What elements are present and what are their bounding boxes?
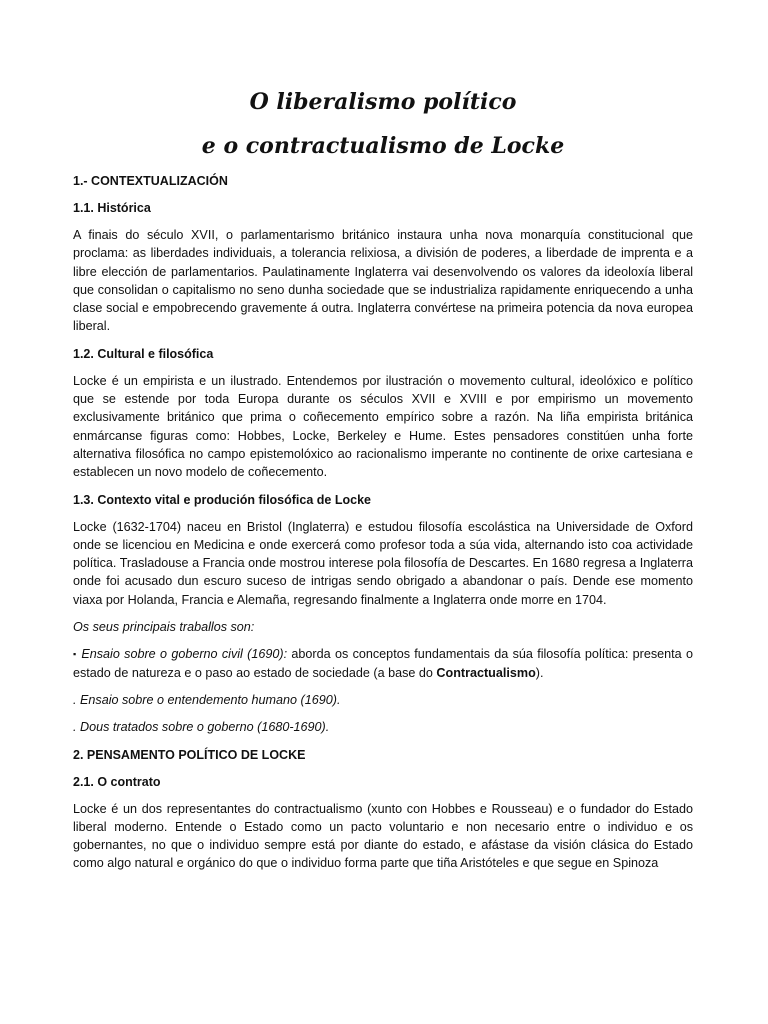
subsection-1-2-paragraph: Locke é un empirista e un ilustrado. Entendemos por ilustración o movemento cultural, ideolóxico e político que se estende por toda Europa durante os séculos XVII e XVIII e por empirismo un movemento exclusivamente británico que prima o coñecemento empírico sobre a razón. Na liña empirista británica enmárcanse figuras como: Hobbes, Locke, Berkeley e Hume. Estes pensadores constitúen unha forte alternativa filosófica no campo epistemolóxico ao racionalismo imperante no continente de orixe cartesiana e establecen un novo modelo de coñecemento. — [73, 373, 693, 480]
work-2-mark: . — [73, 692, 80, 707]
section-2-heading: 2. PENSAMENTO POLÍTICO DE LOCKE — [73, 747, 306, 762]
document-title — [73, 80, 693, 168]
subsection-2-1-paragraph: Locke é un dos representantes do contractualismo (xunto con Hobbes e Rousseau) e o fundador do Estado liberal moderno. Entende o Estado como un pacto voluntario e non necesario entre o individuo e os gobernantes, no que o individuo sempre está por diante do estado, e afástase da visión clásica do Estado como algo natural e orgánico do que o individuo forma parte que tiña Aristóteles e que segue en Spinoza — [73, 801, 693, 871]
work-3-mark: . — [73, 720, 80, 735]
subsection-1-1-heading: 1.1. Histórica — [73, 201, 151, 215]
subsection-1-2-heading: 1.2. Cultural e filosófica — [73, 346, 214, 361]
subsection-1-1-paragraph: A finais do século XVII, o parlamentarismo británico instaura unha nova monarquía constitucional que proclama: as liberdades individuais, a tolerancia relixiosa, a división de poderes, a liberdade de imprenta e a libre elección de parlamentarios. Paulatinamente Inglaterra vai desenvolvendo os valores da ideoloxía liberal que consolidan o capitalismo no seno dunha sociedade que se industrializa rapidamente enriquecendo a unha clase social e empobrecendo gravemente á outra. Inglaterra convértese na primeira potencia da nova europea liberal. — [73, 228, 693, 334]
work-1-title: Ensaio sobre o goberno civil (1690): — [81, 647, 288, 662]
subsection-1-3-heading: 1.3. Contexto vital e produción filosófica de Locke — [73, 492, 371, 507]
title-line-1: O liberalismo político — [249, 89, 517, 115]
work-1-end: ). — [535, 665, 544, 680]
title-line-2: e o contractualismo de Locke — [201, 133, 565, 159]
work-item-1 — [73, 645, 693, 682]
works-intro: Os seus principais traballos son: — [73, 620, 255, 635]
work-3-title: Dous tratados sobre o goberno (1680-1690). — [80, 720, 330, 735]
work-item-2 — [73, 691, 693, 709]
section-1-heading: 1.- CONTEXTUALIZACIÓN — [73, 174, 228, 188]
subsection-1-3-paragraph: Locke (1632-1704) naceu en Bristol (Inglaterra) e estudou filosofía escolástica na Universidade de Oxford onde se licenciou en Medicina e onde exercerá como profesor toda a súa vida, alternando isto coa actividade política. Trasladouse a Francia onde mostrou interese pola filosofía de Descartes. En 1680 regresa a Inglaterra onde foi acusado dun escuro suceso de intrigas sendo obrigado a abandonar o país. Dende ese momento viaxa por Holanda, Francia e Alemaña, regresando finalmente a Inglaterra onde morre en 1704. — [73, 519, 693, 607]
document-page — [73, 80, 693, 882]
work-1-description: aborda os conceptos fundamentais da súa filosofía política: presenta o estado de natureza e o paso ao estado de sociedade (a base do — [73, 647, 693, 680]
work-2-title: Ensaio sobre o entendemento humano (1690). — [80, 692, 341, 707]
subsection-2-1-heading: 2.1. O contrato — [73, 774, 161, 789]
work-1-bold-term: Contractualismo — [436, 665, 536, 680]
bullet-square-icon: ▪ — [73, 649, 78, 660]
work-item-3 — [73, 718, 693, 736]
